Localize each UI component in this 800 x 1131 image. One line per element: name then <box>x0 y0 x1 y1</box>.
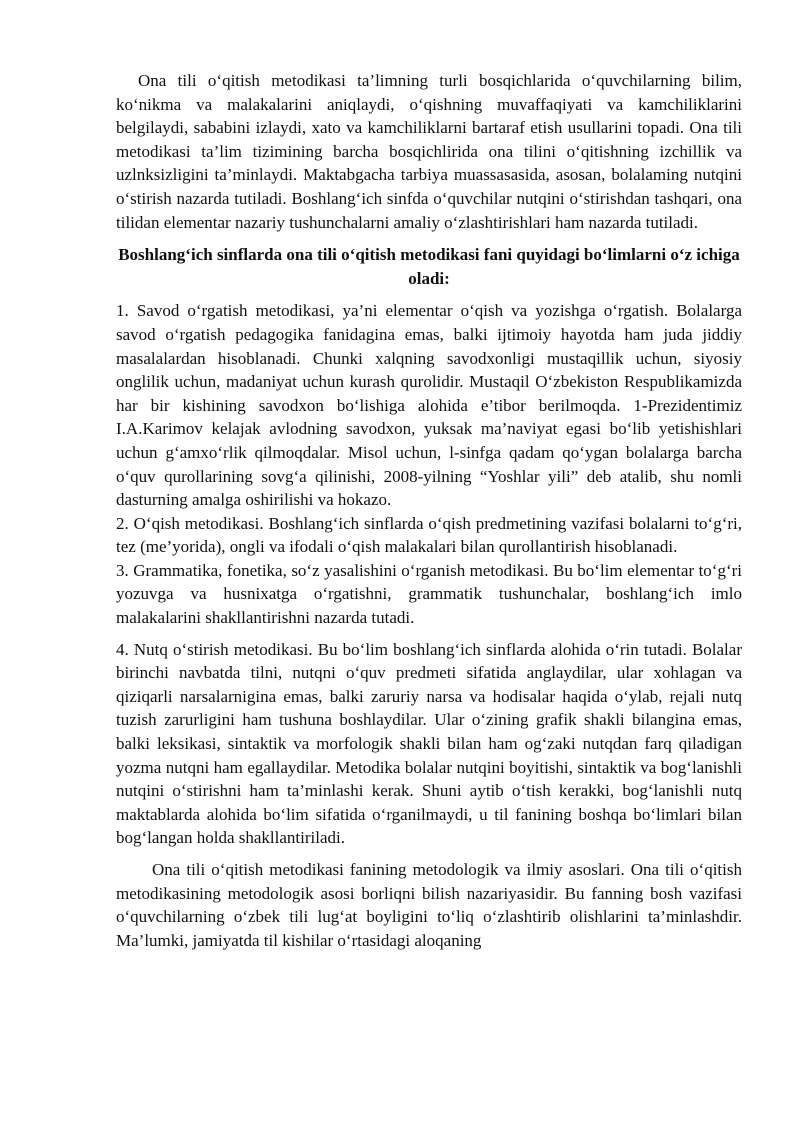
list-item-1: 1. Savod o‘rgatish metodikasi, ya’ni elementar o‘qish va yozishga o‘rgatish. Bolalarga savod o‘rgatish pedagogika fanidagina emas, balki ijtimoiy hayotda ham juda jiddiy masalalardan hisoblanadi. Chunki xalqning savodxonligi mustaqillik uchun, siyosiy onglilik uchun, madaniyat uchun kurash qurolidir. Mustaqil O‘zbekiston Respublikamizda har bir kishining savodxon bo‘lishiga alohida e’tibor berilmoqda. 1-Prezidentimiz I.A.Karimov kelajak avlodning savodxon, yuksak ma’naviyat egasi bo‘lib yetishishlari uchun g‘amxo‘rlik qilmoqdalar. Misol uchun, l-sinfga qadam qo‘ygan bolalarga barcha o‘quv qurollarining sovg‘a qilinishi, 2008-yilning “Yoshlar yili” deb atalib, shu nomli dasturning amalga oshirilishi va hokazo. <box>116 301 742 510</box>
section-heading: Boshlang‘ich sinflarda ona tili o‘qitish metodikasi fani quyidagi bo‘limlarni o‘z ichiga oladi: <box>118 245 740 288</box>
list-item-4: 4. Nutq o‘stirish metodikasi. Bu bo‘lim boshlang‘ich sinflarda alohida o‘rin tutadi. Bolalar birinchi navbatda tilni, nutqni o‘quv predmeti sifatida anglaydilar, ular xohlagan va qiziqarli narsalarnigina emas, balki zaruriy narsa va hodisalar haqida o‘ylab, rejali nutq tuzish zarurligini ham tushuna boshlaydilar. Ular o‘zining grafik shakli bilangina emas, balki leksikasi, sintaktik va morfologik shakli bilan ham og‘zaki nutqdan farq qiladigan yozma nutqni ham egallaydilar. Metodika bolalar nutqini boyitishi, sintaktik va bog‘lanishli nutqini o‘stirishni ham ta’minlashi kerak. Shuni aytib o‘tish kerakki, bog‘lanishli nutq maktablarda alohida bo‘lim sifatida o‘rganilmaydi, u til fanining boshqa bo‘limlari bilan bog‘langan holda shakllantiriladi. <box>116 639 742 848</box>
closing-paragraph: Ona tili o‘qitish metodikasi fanining metodologik va ilmiy asoslari. Ona tili o‘qitish metodikasining metodologik asosi borliqni bilish nazariyasidir. Bu fanning bosh vazifasi o‘quvchilarning o‘zbek tili lug‘at boyligini to‘liq o‘zlashtirib olishlarini ta’minlashdir. Ma’lumki, jamiyatda til kishilar o‘rtasidagi aloqaning <box>116 860 742 950</box>
document-page <box>116 69 742 952</box>
list-item-3: 3. Grammatika, fonetika, so‘z yasalishini o‘rganish metodikasi. Bu bo‘lim elementar to‘g‘ri yozuvga va husnixatga o‘rgatishni, grammatik tushunchalar, boshlang‘ich imlo malakalarini shakllantirishni nazarda tutadi. <box>116 560 742 628</box>
list-item-2: 2. O‘qish metodikasi. Boshlang‘ich sinflarda o‘qish predmetining vazifasi bolalarni to‘g‘ri, tez (me’yorida), ongli va ifodali o‘qish malakalari bilan qurollantirish hisoblanadi. <box>116 513 742 557</box>
intro-paragraph: Ona tili o‘qitish metodikasi ta’limning turli bosqichlarida o‘quvchilarning bilim, ko‘nikma va malakalarini aniqlaydi, o‘qishning muvaffaqiyati va kamchiliklarini belgilaydi, sababini izlaydi, xato va kamchiliklarni bartaraf etish usullarini topadi. Ona tili metodikasi ta’lim tizimining barcha bosqichlirida ona tilini o‘qitishning izchillik va uzlnksizligini ta’minlaydi. Maktabgacha tarbiya muassasasida, asosan, bolalaming nutqini o‘stirish nazarda tutiladi. Boshlang‘ich sinfda o‘quvchilar nutqini o‘stirishdan tashqari, ona tilidan elementar nazariy tushunchalarni amaliy o‘zlashtirishlari ham nazarda tutiladi. <box>116 71 742 232</box>
